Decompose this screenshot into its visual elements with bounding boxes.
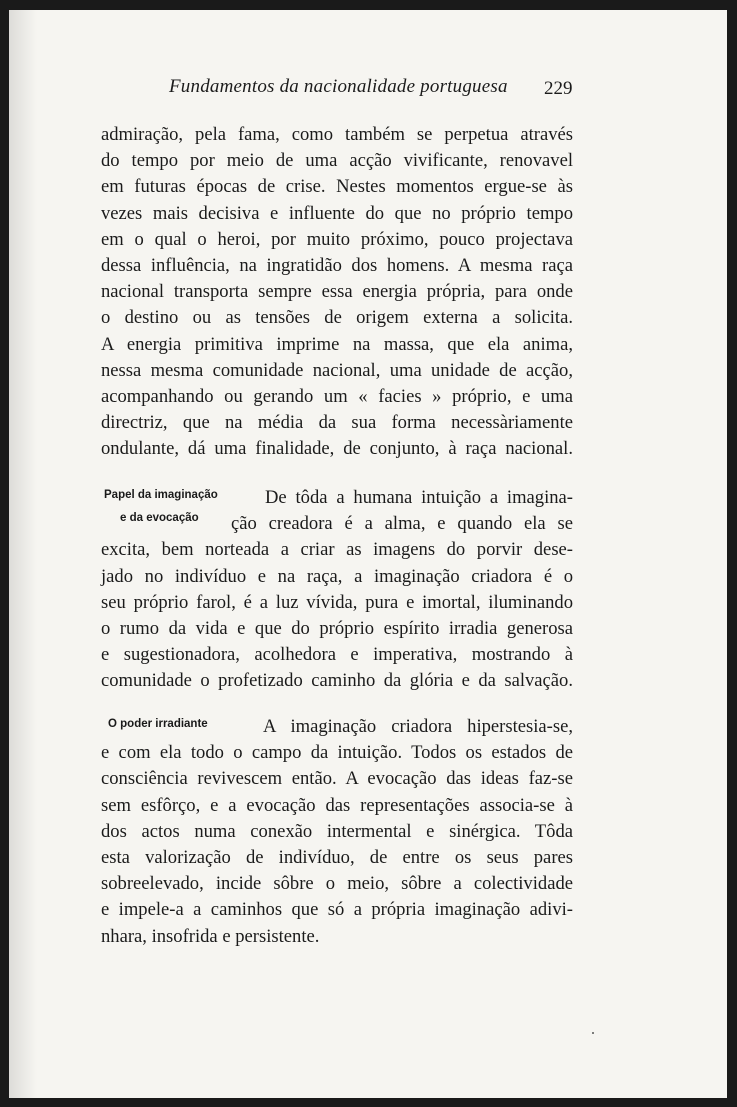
marginal-note-line: O poder irradiante xyxy=(108,718,208,730)
paragraph-line: consciência revivescem então. A evocação das ideas faz-se xyxy=(101,768,573,790)
paragraph-line: ção creadora é a alma, e quando ela se xyxy=(231,513,573,535)
paragraph-2 xyxy=(101,485,573,695)
paragraph-line: dessa influência, na ingratidão dos homens. A mesma raça xyxy=(101,254,573,276)
paragraph-line: nacional transporta sempre essa energia própria, para onde xyxy=(101,281,573,303)
paragraph-line: acompanhando ou gerando um « facies » próprio, e uma xyxy=(101,385,573,407)
marginal-note-line: Papel da imaginação xyxy=(104,489,218,501)
paragraph-line: A energia primitiva imprime na massa, que ela anima, xyxy=(101,333,573,355)
paragraph-1 xyxy=(101,122,573,462)
paragraph-line: A imaginação criadora hiperstesia-se, xyxy=(263,716,573,737)
paragraph-line: excita, bem norteada a criar as imagens do porvir dese- xyxy=(101,539,573,561)
paragraph-line: em o qual o heroi, por muito próximo, pouco projectava xyxy=(101,228,573,250)
paper-speck xyxy=(592,1032,594,1034)
paragraph-line: De tôda a humana intuição a imagina- xyxy=(265,487,573,508)
paragraph-line: do tempo por meio de uma acção vivificante, renovavel xyxy=(101,150,573,172)
paragraph-line: o destino ou as tensões de origem externa a solicita. xyxy=(101,307,573,329)
paragraph-line: dos actos numa conexão intermental e sinérgica. Tôda xyxy=(101,820,573,842)
page-number: 229 xyxy=(544,78,573,99)
running-title: Fundamentos da nacionalidade portuguesa xyxy=(169,76,508,97)
book-page xyxy=(9,10,727,1098)
paragraph-line: vezes mais decisiva e influente do que no próprio tempo xyxy=(101,202,573,224)
gutter-shadow xyxy=(9,10,37,1098)
paragraph-line: e sugestionadora, acolhedora e imperativa, mostrando à xyxy=(101,644,573,666)
paragraph-line: sem esfôrço, e a evocação das representações associa-se à xyxy=(101,794,573,816)
paragraph-line: directriz, que na média da sua forma necessàriamente xyxy=(101,412,573,434)
paragraph-line: comunidade o profetizado caminho da glória e da salvação. xyxy=(101,670,573,692)
paragraph-3 xyxy=(101,714,573,950)
paragraph-line: esta valorização de indivíduo, de entre os seus pares xyxy=(101,846,573,868)
marginal-note-line: e da evocação xyxy=(120,512,199,524)
paragraph-line: nhara, insofrida e persistente. xyxy=(101,925,320,947)
paragraph-line: em futuras épocas de crise. Nestes momentos ergue-se às xyxy=(101,176,573,198)
paragraph-line: o rumo da vida e que do próprio espírito irradia generosa xyxy=(101,617,573,639)
paragraph-line: nessa mesma comunidade nacional, uma unidade de acção, xyxy=(101,359,573,381)
paragraph-line: sobreelevado, incide sôbre o meio, sôbre a colectividade xyxy=(101,873,573,895)
paragraph-line: e com ela todo o campo da intuição. Todos os estados de xyxy=(101,742,573,764)
paragraph-line: admiração, pela fama, como também se perpetua através xyxy=(101,124,573,145)
paragraph-line: seu próprio farol, é a luz vívida, pura e imortal, iluminando xyxy=(101,591,573,613)
paragraph-line: jado no indivíduo e na raça, a imaginação criadora é o xyxy=(101,565,573,587)
paragraph-line: ondulante, dá uma finalidade, de conjunto, à raça nacional. xyxy=(101,438,573,460)
paragraph-line: e impele-a a caminhos que só a própria imaginação adivi- xyxy=(101,899,573,921)
